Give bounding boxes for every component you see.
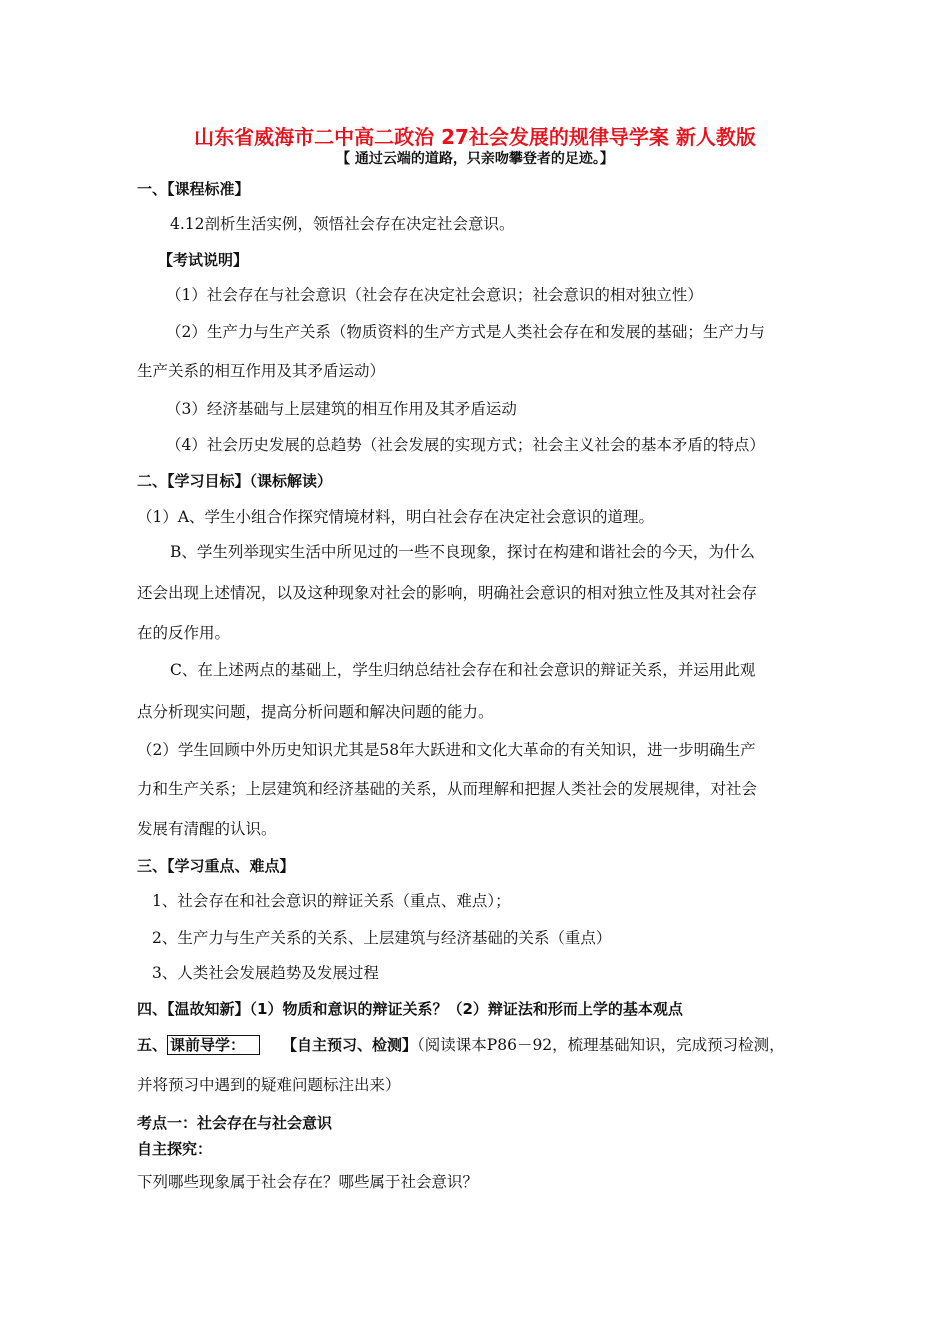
objective-line: 发展有清醒的认识。 (137, 820, 277, 838)
exam-item: （3）经济基础与上层建筑的相互作用及其矛盾运动 (166, 400, 517, 418)
inquiry-question: 下列哪些现象属于社会存在？哪些属于社会意识？ (137, 1173, 479, 1191)
objective-line: C、在上述两点的基础上，学生归纳总结社会存在和社会意识的辩证关系，并运用此观 (170, 661, 756, 679)
section-5-heading: 【自主预习、检测】 (282, 1036, 418, 1054)
section-1-heading: 一、【课程标准】 (137, 180, 250, 198)
objective-line: 还会出现上述情况，以及这种现象对社会的影响，明确社会意识的相对独立性及其对社会存 (137, 584, 758, 602)
exam-item: （1）社会存在与社会意识（社会存在决定社会意识；社会意识的相对独立性） (166, 286, 703, 304)
objective-line: 力和生产关系；上层建筑和经济基础的关系，从而理解和把握人类社会的发展规律，对社会 (137, 780, 758, 798)
course-standard: 4.12剖析生活实例，领悟社会存在决定社会意识。 (170, 215, 515, 233)
objective-line: （2）学生回顾中外历史知识尤其是58年大跃进和文化大革命的有关知识，进一步明确生产 (137, 741, 756, 759)
motto: 【 通过云端的道路，只亲吻攀登者的足迹。】 (336, 151, 614, 167)
exam-item-continued: 生产关系的相互作用及其矛盾运动） (137, 362, 386, 380)
exam-description-heading: 【考试说明】 (158, 251, 249, 269)
key-point-item: 1、社会存在和社会意识的辩证关系（重点、难点）； (152, 892, 511, 910)
section-3-heading: 三、【学习重点、难点】 (137, 857, 295, 875)
pre-class-guide-box: 课前导学： (167, 1035, 260, 1055)
section-5-prefix: 五、 (137, 1036, 168, 1054)
objective-line: B、学生列举现实生活中所见过的一些不良现象，探讨在构建和谐社会的今天，为什么 (170, 543, 755, 561)
section-5-text: （阅读课本P86－92，梳理基础知识，完成预习检测， (417, 1036, 785, 1054)
section-2-heading: 二、【学习目标】（课标解读） (137, 472, 333, 490)
document-title: 山东省威海市二中高二政治 27社会发展的规律导学案 新人教版 (194, 125, 756, 149)
section-5 (137, 1034, 785, 1056)
point-1-heading: 考点一：社会存在与社会意识 (137, 1114, 333, 1132)
exam-item: （4）社会历史发展的总趋势（社会发展的实现方式；社会主义社会的基本矛盾的特点） (166, 436, 765, 454)
objective-line: （1）A、学生小组合作探究情境材料，明白社会存在决定社会意识的道理。 (137, 508, 655, 526)
exam-item: （2）生产力与生产关系（物质资料的生产方式是人类社会存在和发展的基础；生产力与 (166, 323, 765, 341)
key-point-item: 2、生产力与生产关系的关系、上层建筑与经济基础的关系（重点） (152, 929, 612, 947)
key-point-item: 3、人类社会发展趋势及发展过程 (152, 964, 379, 982)
section-4 (137, 998, 683, 1020)
objective-line: 在的反作用。 (137, 624, 231, 642)
section-4-heading: 四、【温故知新】 (137, 1000, 250, 1018)
section-4-text: （1）物质和意识的辩证关系？（2）辩证法和形而上学的基本观点 (249, 1000, 683, 1018)
section-5-text-continued: 并将预习中遇到的疑难问题标注出来） (137, 1076, 401, 1094)
objective-line: 点分析现实问题，提高分析问题和解决问题的能力。 (137, 703, 494, 721)
self-inquiry-label: 自主探究： (137, 1140, 213, 1158)
